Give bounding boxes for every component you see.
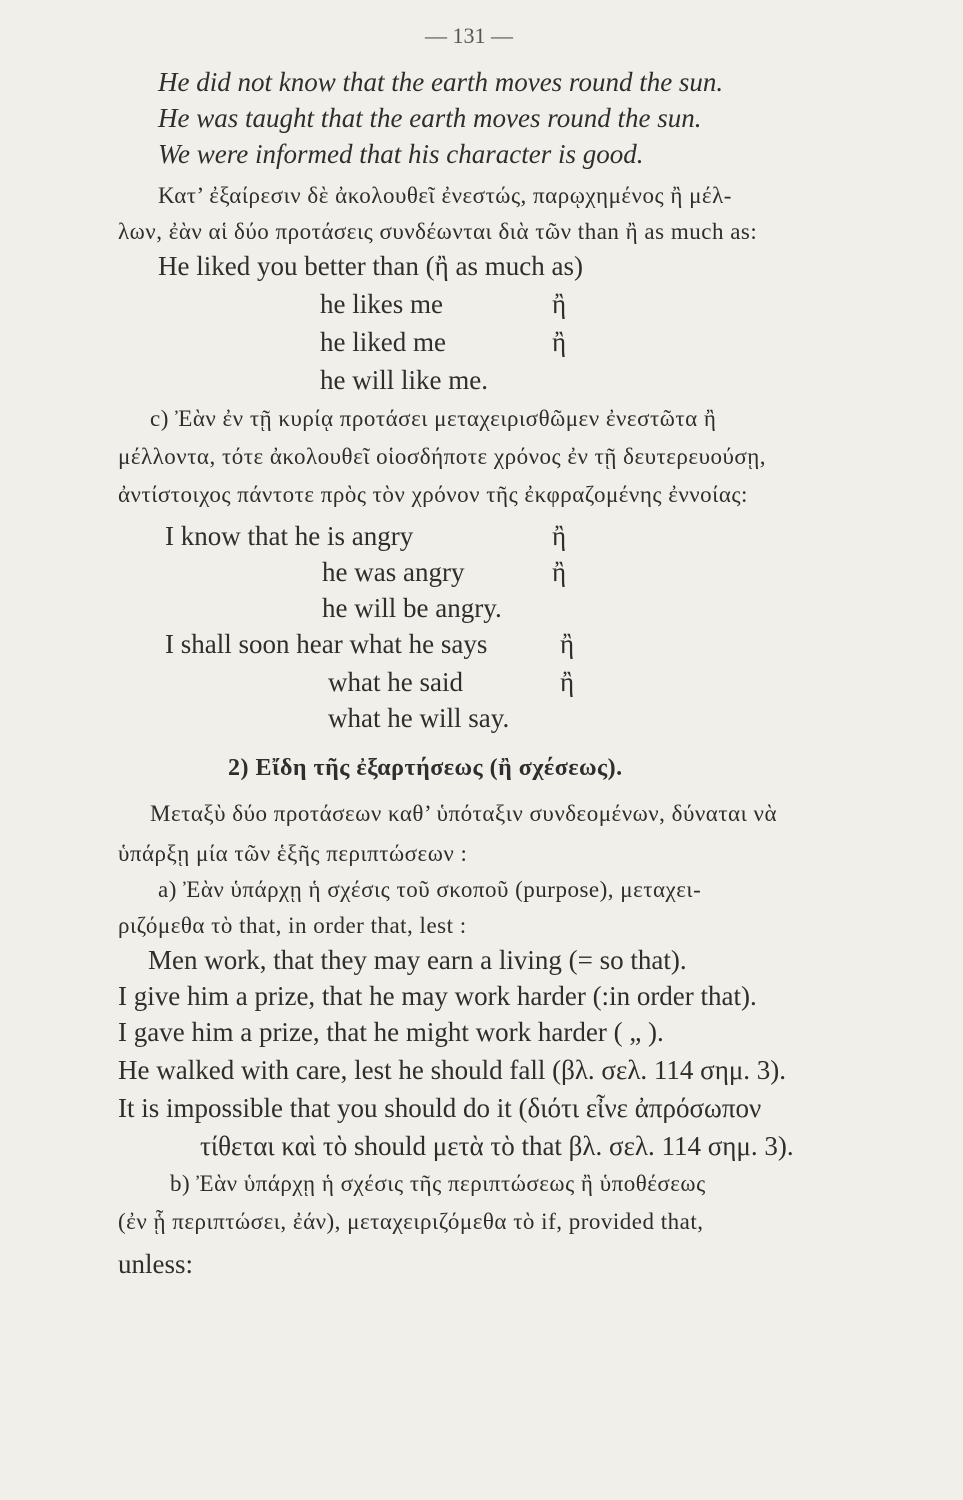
text-line: τίθεται καὶ τὸ should μετὰ τὸ that βλ. σελ. 114 σημ. 3). bbox=[200, 1131, 794, 1161]
text-line: he likes me bbox=[320, 289, 443, 319]
text-line: ἢ bbox=[560, 629, 575, 659]
text-line: c) Ἐὰν ἐν τῇ κυρίᾳ προτάσει μεταχειρισθῶμεν ἐνεστῶτα ἢ bbox=[150, 406, 717, 431]
text-line: he liked me bbox=[320, 327, 446, 357]
text-line: It is impossible that you should do it (διότι εἶνε ἀπρόσωπον bbox=[118, 1093, 762, 1123]
text-line: he was angry bbox=[322, 557, 465, 587]
text-line: I gave him a prize, that he might work harder ( „ ). bbox=[118, 1017, 664, 1047]
text-line: ἢ bbox=[552, 521, 567, 551]
text-line: He liked you better than (ἢ as much as) bbox=[158, 251, 583, 281]
text-line: (ἐν ᾗ περιπτώσει, ἐάν), μεταχειριζόμεθα τὸ if, provided that, bbox=[118, 1209, 704, 1234]
text-line: a) Ἐὰν ὑπάρχῃ ἡ σχέσις τοῦ σκοποῦ (purpose), μεταχει- bbox=[158, 877, 702, 902]
text-line: Men work, that they may earn a living (= so that). bbox=[148, 945, 687, 975]
text-line: ἢ bbox=[552, 557, 567, 587]
text-line: ὑπάρξῃ μία τῶν ἑξῆς περιπτώσεων : bbox=[118, 841, 468, 866]
text-line: λων, ἐὰν αἱ δύο προτάσεις συνδέωνται διὰ τῶν than ἢ as much as: bbox=[118, 219, 758, 244]
text-line: he will be angry. bbox=[322, 593, 502, 623]
text-line: I give him a prize, that he may work harder (:in order that). bbox=[118, 981, 757, 1011]
text-line: ἀντίστοιχος πάντοτε πρὸς τὸν χρόνον τῆς ἐκφραζομένης ἐννοίας: bbox=[118, 482, 748, 507]
text-line: unless: bbox=[118, 1249, 194, 1279]
text-line: ἢ bbox=[552, 327, 567, 357]
section-heading: 2) Εἴδη τῆς ἐξαρτήσεως (ἢ σχέσεως). bbox=[228, 755, 623, 781]
text-line: μέλλοντα, τότε ἀκολουθεῖ οἱοσδήποτε χρόνος ἐν τῇ δευτερευούσῃ, bbox=[118, 444, 767, 469]
text-line: ἢ bbox=[560, 667, 575, 697]
text-line: ριζόμεθα τὸ that, in order that, lest : bbox=[118, 913, 467, 938]
text-line: what he will say. bbox=[328, 703, 510, 733]
text-line: He was taught that the earth moves round the sun. bbox=[158, 103, 702, 133]
text-line: Κατ’ ἐξαίρεσιν δὲ ἀκολουθεῖ ἐνεστώς, παρῳχημένος ἢ μέλ- bbox=[158, 183, 732, 208]
text-line: ἢ bbox=[552, 289, 567, 319]
text-line: b) Ἐὰν ὑπάρχῃ ἡ σχέσις τῆς περιπτώσεως ἢ ὑποθέσεως bbox=[170, 1171, 706, 1196]
text-line: He did not know that the earth moves round the sun. bbox=[158, 67, 724, 97]
text-line: I know that he is angry bbox=[165, 521, 414, 551]
text-line: what he said bbox=[328, 667, 463, 697]
page-number: — 131 — bbox=[425, 23, 513, 48]
text-line: He walked with care, lest he should fall (βλ. σελ. 114 σημ. 3). bbox=[118, 1055, 787, 1085]
text-line: he will like me. bbox=[320, 365, 488, 395]
text-line: I shall soon hear what he says bbox=[165, 629, 488, 659]
text-line: We were informed that his character is good. bbox=[158, 139, 644, 169]
text-line: Μεταξὺ δύο προτάσεων καθ’ ὑπόταξιν συνδεομένων, δύναται νὰ bbox=[150, 801, 777, 826]
